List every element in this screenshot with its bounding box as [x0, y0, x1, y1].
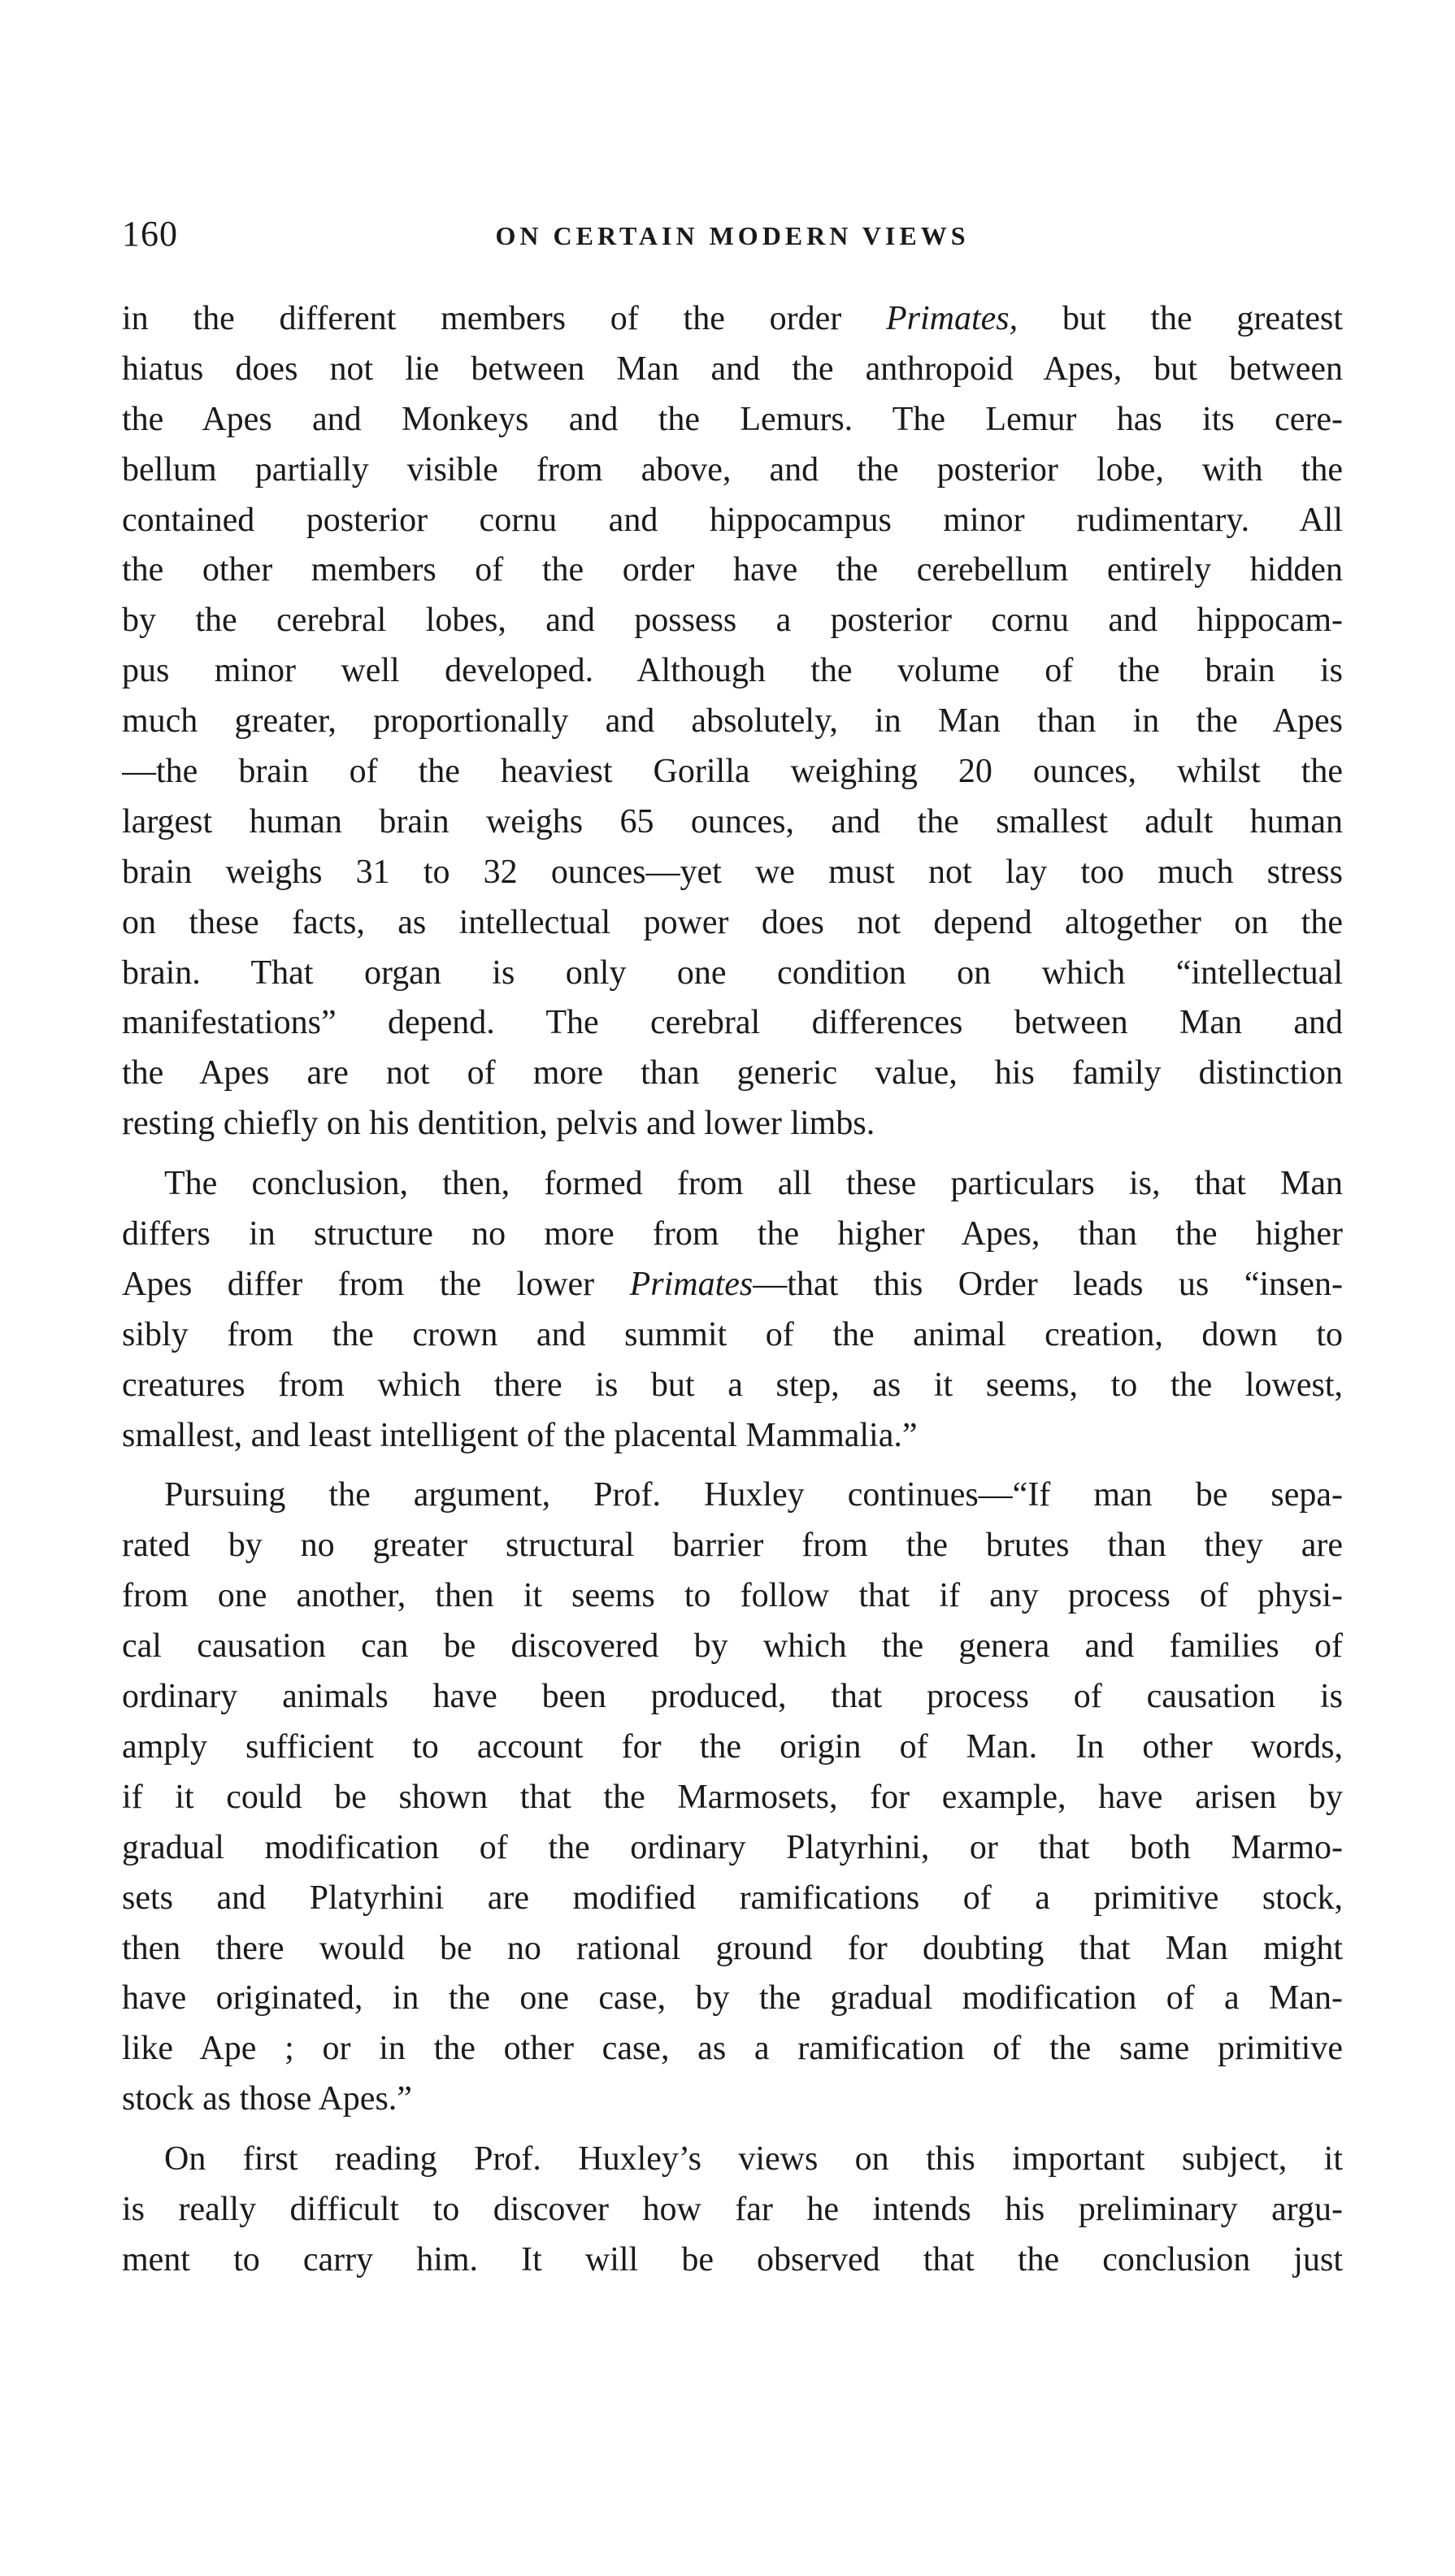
text-line: manifestations” depend. The cerebral differences between Man and	[122, 1004, 1343, 1042]
text-line: On first reading Prof. Huxley’s views on this important subject, it	[164, 2140, 1343, 2179]
text-line: like Ape ; or in the other case, as a ramification of the same primitive	[122, 2030, 1343, 2068]
page-number: 160	[122, 214, 178, 254]
text-line: sibly from the crown and summit of the animal creation, down to	[122, 1315, 1343, 1353]
page-header	[122, 213, 1343, 262]
text-line: pus minor well developed. Although the volume of the brain is	[122, 652, 1343, 690]
text-line: sets and Platyrhini are modified ramifications of a primitive stock,	[122, 1879, 1343, 1917]
text-line: rated by no greater structural barrier from the brutes than they are	[122, 1527, 1343, 1565]
italic-term: Primates	[629, 1265, 754, 1303]
text-line: if it could be shown that the Marmosets, for example, have arisen by	[122, 1778, 1343, 1816]
text-line: from one another, then it seems to follow that if any process of physi-	[122, 1577, 1343, 1615]
text-line: smallest, and least intelligent of the placental Mammalia.”	[122, 1416, 918, 1454]
text-line: by the cerebral lobes, and possess a posterior cornu and hippocam-	[122, 602, 1343, 640]
text-line: largest human brain weighs 65 ounces, and the smallest adult human	[122, 802, 1343, 841]
italic-term: Primates,	[886, 300, 1018, 337]
text-line: contained posterior cornu and hippocampus minor rudimentary. All	[122, 501, 1343, 539]
text-line: hiatus does not lie between Man and the anthropoid Apes, but between	[122, 350, 1343, 388]
text-line: in the different members of the order Primates, but the greatest	[122, 300, 1343, 337]
text-line: bellum partially visible from above, and the posterior lobe, with the	[122, 450, 1343, 489]
text-line: amply sufficient to account for the origin of Man. In other words,	[122, 1727, 1343, 1766]
paragraph-3	[122, 1470, 1343, 2125]
text-line: brain. That organ is only one condition on which “intellectual	[122, 954, 1343, 992]
text-line: creatures from which there is but a step, as it seems, to the lowest,	[122, 1366, 1343, 1404]
body-text	[122, 294, 1343, 2286]
text-line: ment to carry him. It will be observed that the conclusion just	[122, 2240, 1343, 2278]
text-line: the Apes are not of more than generic value, his family distinction	[122, 1054, 1343, 1093]
text-line: the other members of the order have the cerebellum entirely hidden	[122, 551, 1343, 589]
text-line: Apes differ from the lower Primates—that this Order leads us “insen-	[122, 1265, 1343, 1303]
text-line: The conclusion, then, formed from all these particulars is, that Man	[164, 1165, 1343, 1203]
text-line: have originated, in the one case, by the gradual modification of a Man-	[122, 1979, 1343, 2018]
text-line: Pursuing the argument, Prof. Huxley continues—“If man be sepa-	[164, 1476, 1343, 1514]
text-line: then there would be no rational ground for doubting that Man might	[122, 1929, 1343, 1967]
paragraph-1	[122, 294, 1343, 1149]
text-line: cal causation can be discovered by which the genera and families of	[122, 1627, 1343, 1666]
text-line: gradual modification of the ordinary Platyrhini, or that both Marmo-	[122, 1828, 1343, 1866]
paragraph-2	[122, 1159, 1343, 1461]
text-line: much greater, proportionally and absolutely, in Man than in the Apes	[122, 702, 1343, 741]
running-title: ON CERTAIN MODERN VIEWS	[495, 221, 970, 250]
text-line: brain weighs 31 to 32 ounces—yet we must not lay too much stress	[122, 853, 1343, 891]
book-page	[122, 213, 1343, 2286]
text-line: differs in structure no more from the higher Apes, than the higher	[122, 1215, 1343, 1253]
text-line: ordinary animals have been produced, that process of causation is	[122, 1678, 1343, 1716]
text-line: on these facts, as intellectual power does not depend altogether on the	[122, 903, 1343, 941]
text-line: resting chiefly on his dentition, pelvis and lower limbs.	[122, 1105, 875, 1143]
text-line: the Apes and Monkeys and the Lemurs. The Lemur has its cere-	[122, 400, 1343, 438]
text-line: stock as those Apes.”	[122, 2080, 412, 2118]
paragraph-4	[122, 2135, 1343, 2286]
text-line: —the brain of the heaviest Gorilla weighing 20 ounces, whilst the	[122, 753, 1343, 791]
text-line: is really difficult to discover how far he intends his preliminary argu-	[122, 2190, 1343, 2228]
